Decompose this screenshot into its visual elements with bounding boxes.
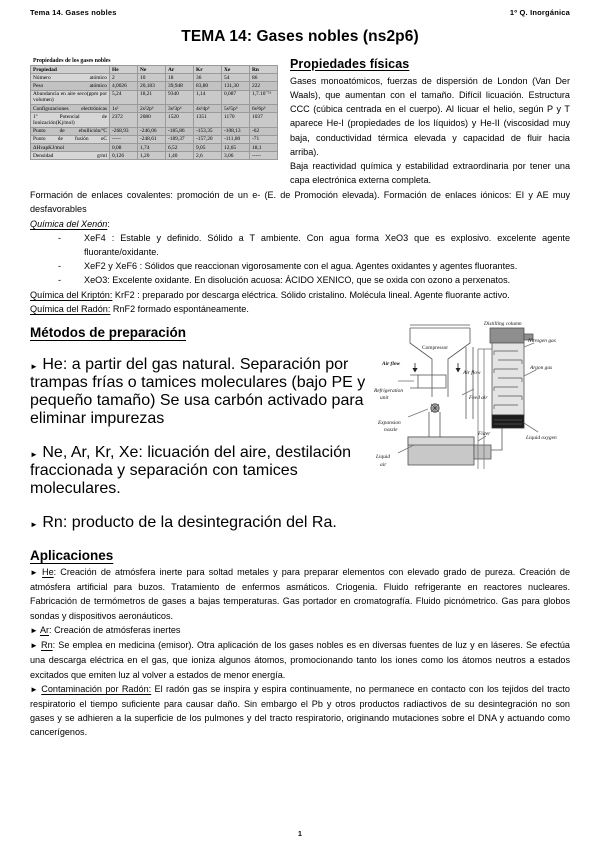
table-cell: 1,14 [194, 90, 222, 104]
section-heading-preparation: Métodos de preparación [30, 325, 187, 341]
triangle-right-icon: ► [30, 641, 38, 651]
table-header-row [31, 66, 278, 74]
table-cell: 18,21 [138, 90, 166, 104]
row-label: Abundancia en aire seco(ppm por volumen) [31, 90, 110, 104]
table-cell: 9340 [166, 90, 194, 104]
row-label: 1º Potencial de Ionización(Kj/mol) [31, 113, 110, 127]
covalent-bonds-paragraph: Formación de enlaces covalentes: promoción de un e- (E. de Promoción elevada). Formación de enlaces iónicos: EI y AE muy desfavorables [30, 190, 570, 215]
table-cell: 20,183 [138, 82, 166, 90]
table-cell: -153,35 [194, 127, 222, 135]
application-rn [30, 638, 570, 682]
xenon-compound-list [30, 231, 570, 288]
refrigeration-unit-label2: unit [380, 395, 389, 402]
table-cell: -108,13 [222, 127, 250, 135]
prep-item-rn-text: Rn: producto de la desintegración del Ra. [42, 514, 337, 532]
krypton-chemistry-paragraph [30, 288, 570, 302]
row-label: Número atómico [31, 74, 110, 82]
section-heading-applications: Aplicaciones [30, 548, 114, 564]
compressor-label: Compressor [422, 345, 449, 352]
distilling-column-label: Distilling column [484, 321, 522, 328]
table-cell: 5,24 [110, 90, 138, 104]
table-body [31, 66, 278, 160]
triangle-right-icon: ► [30, 362, 38, 372]
application-ar-label: Ar [39, 624, 50, 635]
table-cell: ----- [250, 152, 278, 160]
chemistry-section [30, 188, 570, 316]
table-cell: 1,40 [166, 152, 194, 160]
table-cell: 6,52 [166, 143, 194, 151]
prep-item-he-text: He: a partir del gas natural. Separación por trampas frías o tamices moleculares (bajo PE y pequeño tamaño) Se usa carbón activado para eliminar impurezas [30, 356, 366, 428]
preparation-section [30, 321, 570, 532]
application-he-text: : Creación de atmósfera inerte para soltad metales y para preparar elementos con elevado grado de pureza. Creación de atmósfera artificial para buzos. Tratamiento de enfermos asmáticos. Criogenia. Fluido refrigerante en reactores nucleares. Fabricación de termómetros de gases a bajas temperaturas. Gas portador en cromatografía. Fluido picnómetrico. Gas para globos sondas y dispositivos aeronáuticos. [30, 567, 571, 621]
application-he [30, 565, 570, 623]
table-cell: 10 [138, 74, 166, 82]
table-cell: 0,087 [222, 90, 250, 104]
table-cell: ----- [110, 135, 138, 143]
table-cell: 1,20 [138, 152, 166, 160]
filter-label: Filter [478, 431, 491, 438]
air-flow-left-label: Air flow [382, 361, 401, 368]
table-cell: 0,08 [110, 143, 138, 151]
properties-table-wrapper [30, 57, 278, 160]
table-cell: 2s²2p⁶ [138, 104, 166, 112]
table-cell: 4s²4p⁶ [194, 104, 222, 112]
table-cell: 1s² [110, 104, 138, 112]
table-row [31, 82, 278, 90]
table-cell: -246,06 [138, 127, 166, 135]
table-cell: -111,80 [222, 135, 250, 143]
column-header: Xe [222, 66, 250, 74]
table-cell: 12,65 [222, 143, 250, 151]
table-cell: 1351 [194, 113, 222, 127]
refrigeration-unit-label: Refrigeration [374, 388, 404, 395]
expansion-nozzle-label2: nozzle [384, 427, 398, 434]
table-cell: 1,74 [138, 143, 166, 151]
table-cell: -185,86 [166, 127, 194, 135]
table-cell: -268,93 [110, 127, 138, 135]
liquid-air-label: Liquid [376, 454, 391, 461]
application-he-label: He [42, 567, 54, 578]
argon-gas-label: Argon gas [530, 365, 553, 372]
table-cell: 1170 [222, 113, 250, 127]
column-header: Ar [166, 66, 194, 74]
applications-section [30, 548, 570, 739]
preparation-text [30, 356, 374, 532]
column-header: Rn [250, 66, 278, 74]
table-cell: 18,1 [250, 143, 278, 151]
table-row [31, 74, 278, 82]
header-right-text: 1º Q. Inorgánica [509, 8, 570, 17]
krypton-body-text: KrF2 : preparado por descarga eléctrica. Sólido cristalino. Molécula lineal. Agente fluorante activo. [112, 289, 510, 300]
table-cell: -71 [250, 135, 278, 143]
page-header [0, 8, 600, 17]
prep-item-ne-text: Ne, Ar, Kr, Xe: licuación del aire, destilación fraccionada y separación con tamices moleculares. [30, 444, 351, 498]
table-row [31, 143, 278, 151]
table-cell: 39,948 [166, 82, 194, 90]
table-row [31, 90, 278, 104]
table-cell: 131,30 [222, 82, 250, 90]
column-header: Propiedad [31, 66, 110, 74]
table-cell: 2372 [110, 113, 138, 127]
xenon-chemistry-label: Química del Xenón: [30, 218, 110, 229]
krypton-label-text: Química del Kriptón: [30, 289, 113, 300]
table-cell: 6s²6p⁶ [250, 104, 278, 112]
table-cell: 1,7.10¯¹¹ [250, 90, 278, 104]
table-row [31, 135, 278, 143]
radon-contamination-text: El radón gas se inspira y espira continuamente, no permanece en contacto con los tejidos del tracto respiratorio el tiempo suficiente para causar daño. Sin embargo el Pb y otros productos radiactivos de su desintegración no son gases y se adhieren a la superficie de los pulmones y del tracto respiratorio, originando mutaciones sobre el DNA y actuando como cancerígenos. [30, 683, 570, 738]
column-header: Ne [138, 66, 166, 74]
table-caption: Propiedades de los gases nobles [30, 57, 278, 65]
row-label: Punto de fusión oC [31, 135, 110, 143]
table-cell: 36 [194, 74, 222, 82]
table-cell: 86 [250, 74, 278, 82]
physical-paragraph-2: Baja reactividad química y estabilidad extraordinaria por tener una capa electrónica externa completa. [290, 160, 570, 186]
row-label: Peso atómico [31, 82, 110, 90]
table-cell: 1520 [166, 113, 194, 127]
header-left-text: Tema 14. Gases nobles [30, 8, 117, 17]
list-item: - XeF4 : Estable y definido. Sólido a T ambiente. Con agua forma XeO3 que es explosivo. excelente agente fluorante/oxidante. [58, 231, 570, 259]
triangle-right-icon: ► [30, 520, 38, 530]
application-rn-label: Rn [41, 640, 53, 651]
column-header: He [110, 66, 138, 74]
triangle-right-icon: ► [30, 684, 38, 694]
table-cell: 2,6 [194, 152, 222, 160]
list-item: - XeF2 y XeF6 : Sólidos que reaccionan vigorosamente con el agua. Agentes oxidantes y agentes fluorantes. [58, 259, 570, 273]
page-title: TEMA 14: Gases nobles (ns2p6) [181, 28, 419, 45]
feed-air-label: Feed air [469, 395, 488, 402]
radon-label-text: Química del Radón: [30, 303, 111, 314]
radon-body-text: RnF2 formado espontáneamente. [110, 303, 249, 314]
triangle-right-icon: ► [30, 568, 38, 578]
liquid-air-label2: air [380, 462, 387, 469]
table-cell: 2 [110, 74, 138, 82]
physical-properties-column [286, 57, 570, 187]
nitrogen-gas-label: Nitrogen gas [528, 338, 556, 345]
prep-item-he [30, 356, 374, 428]
application-rn-text: : Se emplea en medicina (emisor). Otra aplicación de los gases nobles es en diversas fuentes de luz y en láseres. Se efectúa una descarga eléctrica en el gas, que ioniza algunos átomos, promocionando tanto los iones como los átomos neutros a estados excitados que emiten luz al volver a estados de menor energía. [30, 640, 570, 680]
table-cell: -157,20 [194, 135, 222, 143]
row-label: Punto de ebullición/ºC [31, 127, 110, 135]
noble-gases-properties-table [30, 57, 278, 160]
table-cell: 222 [250, 82, 278, 90]
radon-contamination-label: Contaminación por Radón: [41, 683, 152, 694]
table-cell: 0,126 [110, 152, 138, 160]
table-cell: 3s²3p⁶ [166, 104, 194, 112]
triangle-right-icon: ► [30, 625, 38, 635]
table-cell: 83,80 [194, 82, 222, 90]
table-cell: 4,0026 [110, 82, 138, 90]
air-flow-right-label: Air flow [463, 370, 481, 377]
table-cell: -189,37 [166, 135, 194, 143]
table-cell: 18 [166, 74, 194, 82]
table-cell: 3,06 [222, 152, 250, 160]
table-cell: -62 [250, 127, 278, 135]
row-label: ΔHvapKJ/mol [31, 143, 110, 151]
application-ar-text: : Creación de atmósferas inertes [49, 624, 181, 635]
table-row [31, 104, 278, 112]
column-header: Kr [194, 66, 222, 74]
table-row [31, 152, 278, 160]
row-label: Densidad g/ml [31, 152, 110, 160]
list-item: - XeO3: Excelente oxidante. En disolución acuosa: ÁCIDO XENICO, que se oxida con ozono a perxenatos. [58, 273, 570, 287]
xenon-label-text: Química del Xenón [30, 218, 108, 229]
table-row [31, 113, 278, 127]
document-content [30, 57, 570, 740]
table-cell: 9,05 [194, 143, 222, 151]
air-separation-svg [374, 319, 572, 484]
radon-chemistry-paragraph [30, 302, 570, 316]
application-ar [30, 623, 570, 638]
table-cell: 2080 [138, 113, 166, 127]
table-cell: 5s²5p⁶ [222, 104, 250, 112]
section-heading-physical: Propiedades físicas [290, 57, 410, 71]
table-cell: 54 [222, 74, 250, 82]
liquid-oxygen-label: Liquid oxygen [526, 435, 557, 442]
table-cell: -248,61 [138, 135, 166, 143]
air-separation-diagram [374, 319, 572, 484]
top-section [30, 57, 570, 187]
radon-contamination [30, 682, 570, 740]
prep-item-ne-ar-kr-xe [30, 444, 374, 498]
physical-paragraph-1: Gases monoatómicos, fuerzas de dispersión de London (Van Der Waals), que aumentan con el tamaño. Difícil licuación. Estructura CCC (cúbica centrada en el cuerpo). Al licuar el helio, según P y T aparece He-I (propiedades de los líquidos) y He-II (viscosidad muy baja, conductividad térmica elevada y capacidad de fluir hacia arriba). [290, 76, 570, 157]
table-row [31, 127, 278, 135]
table-cell: 1037 [250, 113, 278, 127]
expansion-nozzle-label: Expansion [378, 420, 401, 427]
triangle-right-icon: ► [30, 450, 38, 460]
page-number: 1 [298, 831, 302, 838]
row-label: Configuraciones electrónicas [31, 104, 110, 112]
prep-item-rn [30, 514, 374, 532]
